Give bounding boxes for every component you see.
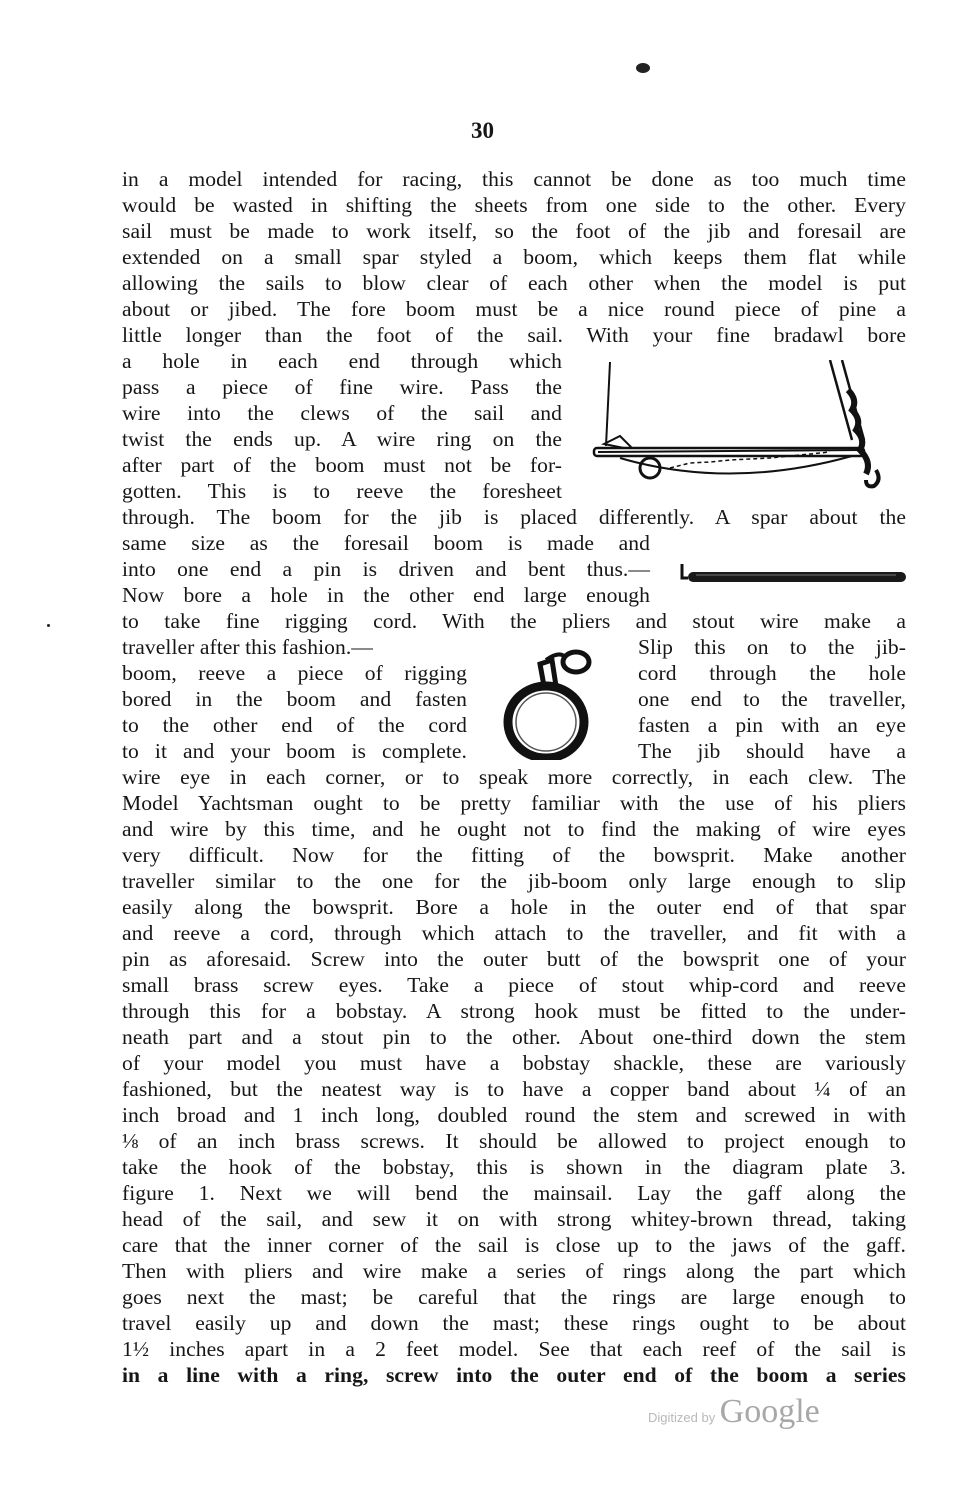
text-line: through this for a bobstay. A strong hook must be fitted to the under- — [122, 999, 906, 1023]
text-line: into one end a pin is driven and bent thus.— — [122, 557, 650, 581]
scan-blot — [636, 63, 650, 73]
text-line: Slip this on to the jib- — [638, 635, 906, 659]
text-line: to the other end of the cord — [122, 713, 467, 737]
scan-dot — [47, 624, 50, 627]
text-line: inch broad and 1 inch long, doubled round the stem and screwed in with — [122, 1103, 906, 1127]
traveller-illustration — [496, 640, 606, 760]
text-line: twist the ends up. A wire ring on the — [122, 427, 562, 451]
text-line: of your model you must have a bobstay shackle, these are variously — [122, 1051, 906, 1075]
text-line: traveller after this fashion.— — [122, 635, 373, 659]
text-line: pass a piece of fine wire. Pass the — [122, 375, 562, 399]
text-line: extended on a small spar styled a boom, which keeps them flat while — [122, 245, 906, 269]
text-line: and reeve a cord, through which attach to the traveller, and fit with a — [122, 921, 906, 945]
text-line: one end to the traveller, — [638, 687, 906, 711]
text-line: sail must be made to work itself, so the foot of the jib and foresail are — [122, 219, 906, 243]
text-line: to take fine rigging cord. With the pliers and stout wire make a — [122, 609, 906, 633]
text-line: travel easily up and down the mast; these rings ought to be about — [122, 1311, 906, 1335]
text-line: traveller similar to the one for the jib-boom only large enough to slip — [122, 869, 906, 893]
text-line: head of the sail, and sew it on with strong whitey-brown thread, taking — [122, 1207, 906, 1231]
text-line: cord through the hole — [638, 661, 906, 685]
text-line: Then with pliers and wire make a series of rings along the part which — [122, 1259, 906, 1283]
text-line: wire into the clews of the sail and — [122, 401, 562, 425]
text-line: ⅛ of an inch brass screws. It should be allowed to project enough to — [122, 1129, 906, 1153]
fore-boom-illustration — [590, 360, 910, 500]
digitized-by-google-watermark — [648, 1393, 820, 1431]
text-line: in a line with a ring, screw into the outer end of the boom a series — [122, 1363, 906, 1387]
text-line: in a model intended for racing, this cannot be done as too much time — [122, 167, 906, 191]
text-line: figure 1. Next we will bend the mainsail. Lay the gaff along the — [122, 1181, 906, 1205]
text-line: would be wasted in shifting the sheets from one side to the other. Every — [122, 193, 906, 217]
text-line: and wire by this time, and he ought not to find the making of wire eyes — [122, 817, 906, 841]
text-line: Model Yachtsman ought to be pretty familiar with the use of his pliers — [122, 791, 906, 815]
text-line: pin as aforesaid. Screw into the outer butt of the bowsprit one of your — [122, 947, 906, 971]
text-line: 1½ inches apart in a 2 feet model. See that each reef of the sail is — [122, 1337, 906, 1361]
text-line: neath part and a stout pin to the other. About one-third down the stem — [122, 1025, 906, 1049]
text-line: bored in the boom and fasten — [122, 687, 467, 711]
text-line: same size as the foresail boom is made and — [122, 531, 650, 555]
text-line: about or jibed. The fore boom must be a nice round piece of pine a — [122, 297, 906, 321]
page-number: 30 — [471, 118, 494, 143]
text-line: through. The boom for the jib is placed differently. A spar about the — [122, 505, 906, 529]
text-line: little longer than the foot of the sail. With your fine bradawl bore — [122, 323, 906, 347]
text-line: easily along the bowsprit. Bore a hole in the outer end of that spar — [122, 895, 906, 919]
text-line: a hole in each end through which — [122, 349, 562, 373]
text-line: wire eye in each corner, or to speak more correctly, in each clew. The — [122, 765, 906, 789]
text-line: to it and your boom is complete. — [122, 739, 467, 763]
jib-boom-illustration — [676, 560, 912, 590]
text-line: The jib should have a — [638, 739, 906, 763]
watermark-prefix: Digitized by — [648, 1410, 716, 1425]
text-line: small brass screw eyes. Take a piece of stout whip-cord and reeve — [122, 973, 906, 997]
text-line: allowing the sails to blow clear of each other when the model is put — [122, 271, 906, 295]
text-line: care that the inner corner of the sail is close up to the jaws of the gaff. — [122, 1233, 906, 1257]
text-line: goes next the mast; be careful that the rings are large enough to — [122, 1285, 906, 1309]
text-line: very difficult. Now for the fitting of the bowsprit. Make another — [122, 843, 906, 867]
text-line: fashioned, but the neatest way is to have a copper band about ¼ of an — [122, 1077, 906, 1101]
text-line: fasten a pin with an eye — [638, 713, 906, 737]
google-logo: Google — [719, 1393, 820, 1430]
text-line: take the hook of the bobstay, this is shown in the diagram plate 3. — [122, 1155, 906, 1179]
text-line: after part of the boom must not be for- — [122, 453, 562, 477]
text-line: Now bore a hole in the other end large enough — [122, 583, 650, 607]
text-line: gotten. This is to reeve the foresheet — [122, 479, 562, 503]
text-line: boom, reeve a piece of rigging — [122, 661, 467, 685]
